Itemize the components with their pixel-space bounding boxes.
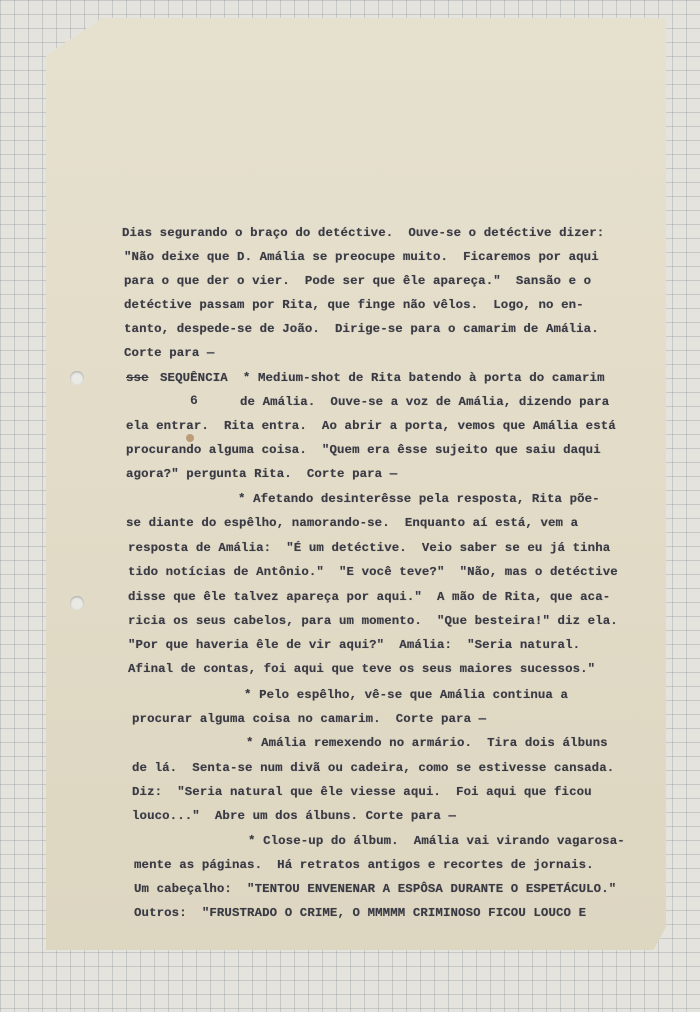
sequence-number: 6 [190, 393, 198, 408]
stain-mark [186, 434, 194, 442]
text-line: mente as páginas. Há retratos antigos e recortes de jornais. [134, 858, 594, 872]
text-line: disse que êle talvez apareça por aqui." A mão de Rita, que aca- [128, 590, 611, 604]
text-line: ela entrar. Rita entra. Ao abrir a porta, vemos que Amália está [126, 419, 616, 433]
text-line: Um cabeçalho: "TENTOU ENVENENAR A ESPÔSA DURANTE O ESPETÁCULO." [134, 882, 617, 896]
text-line: * Close-up do álbum. Amália vai virando vagarosa- [248, 834, 625, 848]
strikeout-text: sse [126, 371, 149, 385]
text-line: "Por que haveria êle de vir aqui?" Amália: "Seria natural. [128, 638, 581, 652]
text-line: detéctive passam por Rita, que finge não vêlos. Logo, no en- [124, 298, 584, 312]
text-line: Dias segurando o braço do detéctive. Ouve-se o detéctive dizer: [122, 226, 605, 240]
text-line: se diante do espêlho, namorando-se. Enquanto aí está, vem a [126, 516, 579, 530]
text-line: tanto, despede-se de João. Dirige-se para o camarim de Amália. [124, 322, 599, 336]
text-line: agora?" pergunta Rita. Corte para — [126, 467, 398, 481]
text-line: para o que der o vier. Pode ser que êle apareça." Sansão e o [124, 274, 592, 288]
text-line: "Não deixe que D. Amália se preocupe muito. Ficaremos por aqui [124, 250, 599, 264]
text-line: * Amália remexendo no armário. Tira dois álbuns [246, 736, 608, 750]
text-line: resposta de Amália: "É um detéctive. Veio saber se eu já tinha [128, 541, 611, 555]
text-line: * Afetando desinterêsse pela resposta, Rita põe- [238, 492, 600, 506]
punch-hole-top [70, 371, 84, 385]
text-line: procurar alguma coisa no camarim. Corte para — [132, 712, 487, 726]
text-line: de lá. Senta-se num divã ou cadeira, como se estivesse cansada. [132, 761, 615, 775]
text-line: louco..." Abre um dos álbuns. Corte para — [132, 809, 457, 823]
text-line: * Pelo espêlho, vê-se que Amália continua a [244, 688, 569, 702]
text-line: de Amália. Ouve-se a voz de Amália, dizendo para [240, 395, 610, 409]
sequence-heading: SEQUÊNCIA * Medium-shot de Rita batendo à porta do camarim [160, 371, 605, 385]
text-line: Outros: "FRUSTRADO O CRIME, O MMMMM CRIMINOSO FICOU LOUCO E [134, 906, 587, 920]
text-line: Corte para — [124, 346, 215, 360]
text-line: ricia os seus cabelos, para um momento. "Que besteira!" diz ela. [128, 614, 618, 628]
text-line: procurando alguma coisa. "Quem era êsse sujeito que saiu daqui [126, 443, 601, 457]
text-line: Afinal de contas, foi aqui que teve os seus maiores sucessos." [128, 662, 596, 676]
text-line: Diz: "Seria natural que êle viesse aqui. Foi aqui que ficou [132, 785, 592, 799]
punch-hole-bottom [70, 596, 84, 610]
text-line: tido notícias de Antônio." "E você teve?" "Não, mas o detéctive [128, 565, 618, 579]
